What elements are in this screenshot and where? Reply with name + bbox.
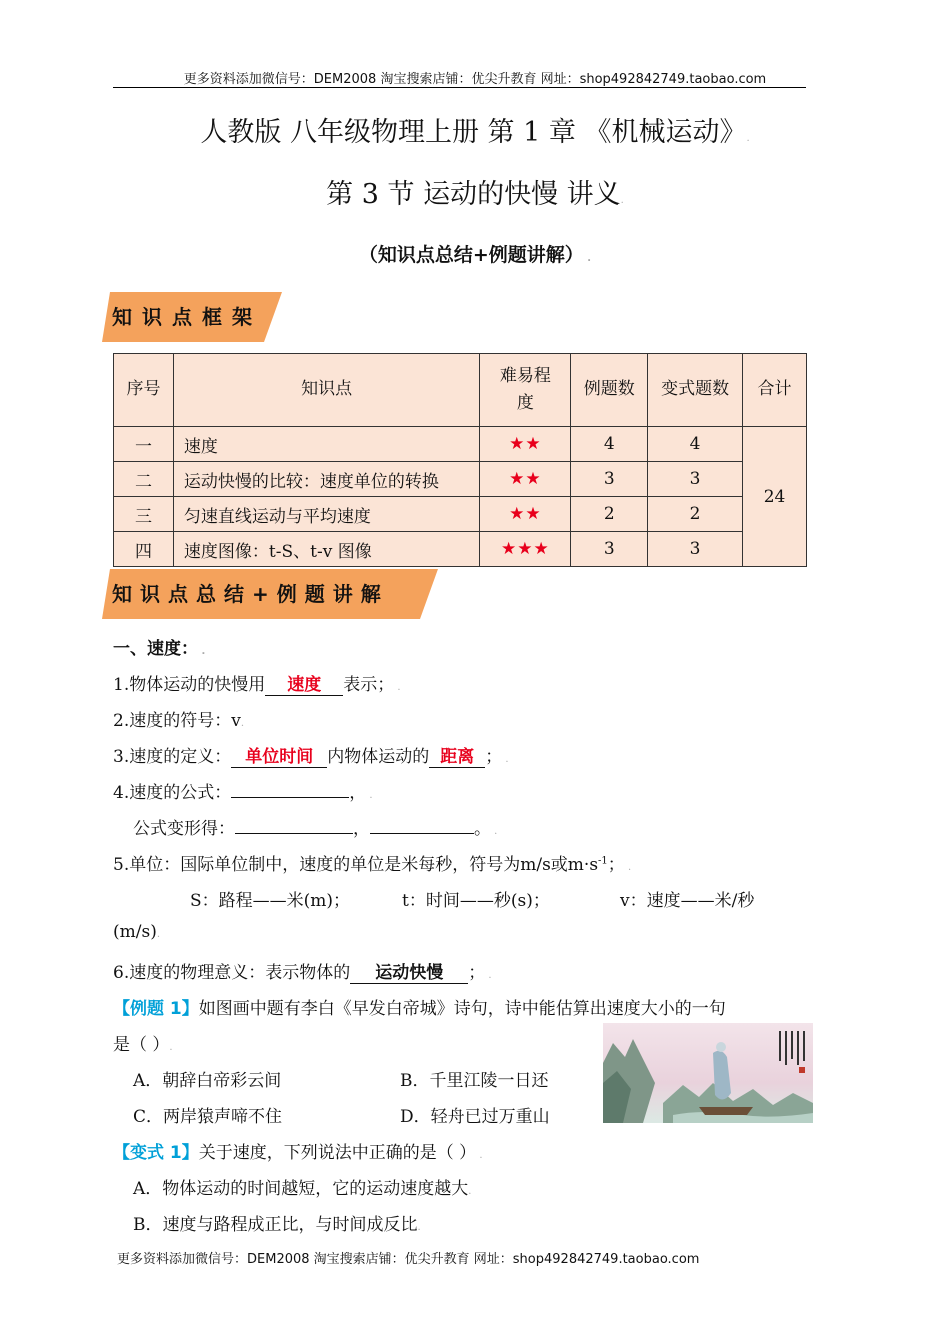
point-2-text: 2.速度的符号：v [113, 711, 241, 731]
paragraph-mark: . [240, 718, 245, 729]
unit-distance: S：路程——米(m)； [190, 891, 351, 911]
row-number: 三 [114, 497, 174, 532]
paragraph-mark: . [417, 1222, 421, 1233]
summary-banner-label: 知识点总结+例题讲解 [112, 582, 389, 606]
row-difficulty-stars: ★★ [480, 427, 571, 462]
subtitle-text: （知识点总结+例题讲解） [358, 244, 584, 266]
point-1-suffix: 表示； [343, 675, 395, 695]
example-tag: 【例题 1】 [113, 999, 199, 1019]
formula-blank[interactable] [370, 817, 474, 834]
variant-option-a-text: A．物体运动的时间越短，它的运动速度越大 [133, 1179, 469, 1199]
doc-title-text: 人教版 八年级物理上册 第 1 章 《机械运动》 [200, 117, 747, 148]
paragraph-mark: . [169, 1042, 173, 1053]
paragraph-mark: . [583, 253, 592, 264]
header-cell: 合计 [743, 354, 807, 427]
total-cell: 24 [743, 427, 807, 567]
point-4b-middle: ， [353, 819, 370, 839]
section-heading-speed [113, 634, 205, 659]
paragraph-mark: . [476, 1150, 483, 1161]
example-1 [113, 994, 726, 1019]
unit-speed: v：速度——米/秒 [620, 891, 755, 911]
paragraph-mark: . [394, 682, 401, 693]
row-variant-count: 4 [648, 427, 743, 462]
summary-banner [102, 569, 438, 619]
header-cell: 知识点 [173, 354, 479, 427]
header-cell-text: 难易程度 [499, 365, 551, 413]
framework-banner-label: 知识点框架 [112, 305, 262, 329]
variant-option-a[interactable] [133, 1174, 471, 1199]
row-example-count: 3 [571, 462, 648, 497]
table-row [114, 462, 807, 497]
row-variant-count: 3 [648, 462, 743, 497]
framework-banner [102, 292, 282, 342]
variant-1-question: 关于速度，下列说法中正确的是（ ） [198, 1143, 477, 1163]
point-5-suffix: ； [607, 855, 625, 875]
answer-distance: 距离 [429, 742, 485, 768]
row-difficulty-stars: ★★★ [480, 532, 571, 567]
paragraph-mark: . [502, 754, 509, 765]
point-1 [113, 670, 401, 696]
row-difficulty-stars: ★★ [480, 497, 571, 532]
point-6-prefix: 6.速度的物理意义：表示物体的 [113, 963, 351, 983]
paragraph-mark: . [198, 646, 206, 657]
point-4b-prefix: 公式变形得： [133, 819, 235, 839]
point-3-prefix: 3.速度的定义： [113, 747, 232, 767]
formula-blank[interactable] [235, 817, 353, 834]
point-5-text: 5.单位：国际单位制中，速度的单位是米每秒，符号为m/s或m·s [113, 855, 599, 875]
knowledge-table [113, 353, 807, 567]
paragraph-mark: . [485, 970, 492, 981]
option-d[interactable]: D．轻舟已过万重山 [400, 1107, 550, 1127]
point-6 [113, 958, 492, 984]
point-5 [113, 850, 631, 875]
header-cell: 序号 [114, 354, 174, 427]
point-3 [113, 742, 509, 768]
row-number: 四 [114, 532, 174, 567]
example-1-question: 如图画中题有李白《早发白帝城》诗句，诗中能估算出速度大小的一句 [198, 999, 726, 1019]
paragraph-mark: . [620, 195, 624, 206]
table-row [114, 497, 807, 532]
point-4b-suffix: 。 [474, 819, 491, 839]
exponent: -1 [598, 855, 608, 867]
point-4-variants [133, 814, 497, 839]
point-6-suffix: ； [468, 963, 486, 983]
painting-illustration [603, 1023, 813, 1123]
point-3-middle: 内物体运动的 [327, 747, 430, 767]
page-footer: 更多资料添加微信号：DEM2008 淘宝搜索店铺：优尖升教育 网址：shop492842749.taobao.com [117, 1252, 700, 1267]
row-example-count: 2 [571, 497, 648, 532]
formula-blank[interactable] [231, 781, 349, 798]
row-number: 二 [114, 462, 174, 497]
row-variant-count: 3 [648, 532, 743, 567]
row-topic: 运动快慢的比较：速度单位的转换 [173, 462, 479, 497]
answer-motion-speed: 运动快慢 [350, 958, 468, 984]
header-divider [113, 87, 806, 88]
unit-speed-cont-text: (m/s) [113, 922, 157, 942]
page-header: 更多资料添加微信号：DEM2008 淘宝搜索店铺：优尖升教育 网址：shop492842749.taobao.com [183, 72, 767, 87]
header-cell: 变式题数 [648, 354, 743, 427]
row-variant-count: 2 [648, 497, 743, 532]
row-example-count: 3 [571, 532, 648, 567]
point-4-suffix: ， [349, 783, 367, 803]
option-c[interactable]: C．两岸猿声啼不住 [133, 1107, 283, 1127]
table-row [114, 532, 807, 567]
row-topic: 速度 [173, 427, 479, 462]
point-2 [113, 706, 244, 731]
row-example-count: 4 [571, 427, 648, 462]
paragraph-mark: . [156, 929, 161, 940]
subtitle [0, 240, 950, 267]
variant-option-b[interactable] [133, 1210, 421, 1235]
row-number: 一 [114, 427, 174, 462]
section-heading-text: 一、速度： [113, 639, 198, 659]
poem-painting-image [603, 1023, 813, 1123]
option-a[interactable]: A．朝辞白帝彩云间 [133, 1071, 282, 1091]
unit-time: t：时间——秒(s)； [402, 891, 550, 911]
answer-unit-time: 单位时间 [231, 742, 327, 768]
row-difficulty-stars: ★★ [480, 462, 571, 497]
header-cell: 例题数 [571, 354, 648, 427]
paragraph-mark: . [746, 133, 750, 144]
row-topic: 匀速直线运动与平均速度 [173, 497, 479, 532]
paragraph-mark: . [468, 1186, 472, 1197]
point-1-prefix: 1.物体运动的快慢用 [113, 675, 266, 695]
option-b[interactable]: B．千里江陵一日还 [400, 1071, 549, 1091]
section-title-text: 第 3 节 运动的快慢 讲义 [326, 179, 621, 210]
point-3-suffix: ； [485, 747, 503, 767]
paragraph-mark: . [624, 862, 632, 873]
paragraph-mark: . [491, 826, 498, 837]
point-4-prefix: 4.速度的公式： [113, 783, 232, 803]
variant-1 [113, 1138, 483, 1163]
section-title [0, 172, 950, 211]
point-4 [113, 778, 373, 803]
paragraph-mark: . [366, 790, 373, 801]
example-1-cont [113, 1030, 173, 1055]
doc-title [0, 110, 950, 149]
row-topic: 速度图像：t-S、t-v 图像 [173, 532, 479, 567]
example-1-question-end: 是（ ） [113, 1035, 170, 1055]
variant-tag: 【变式 1】 [113, 1143, 199, 1163]
variant-option-b-text: B．速度与路程成正比，与时间成反比 [133, 1215, 418, 1235]
table-row [114, 427, 807, 462]
answer-speed: 速度 [265, 670, 343, 696]
table-header-row [114, 354, 807, 427]
header-cell [480, 354, 571, 427]
unit-speed-cont [113, 922, 160, 942]
